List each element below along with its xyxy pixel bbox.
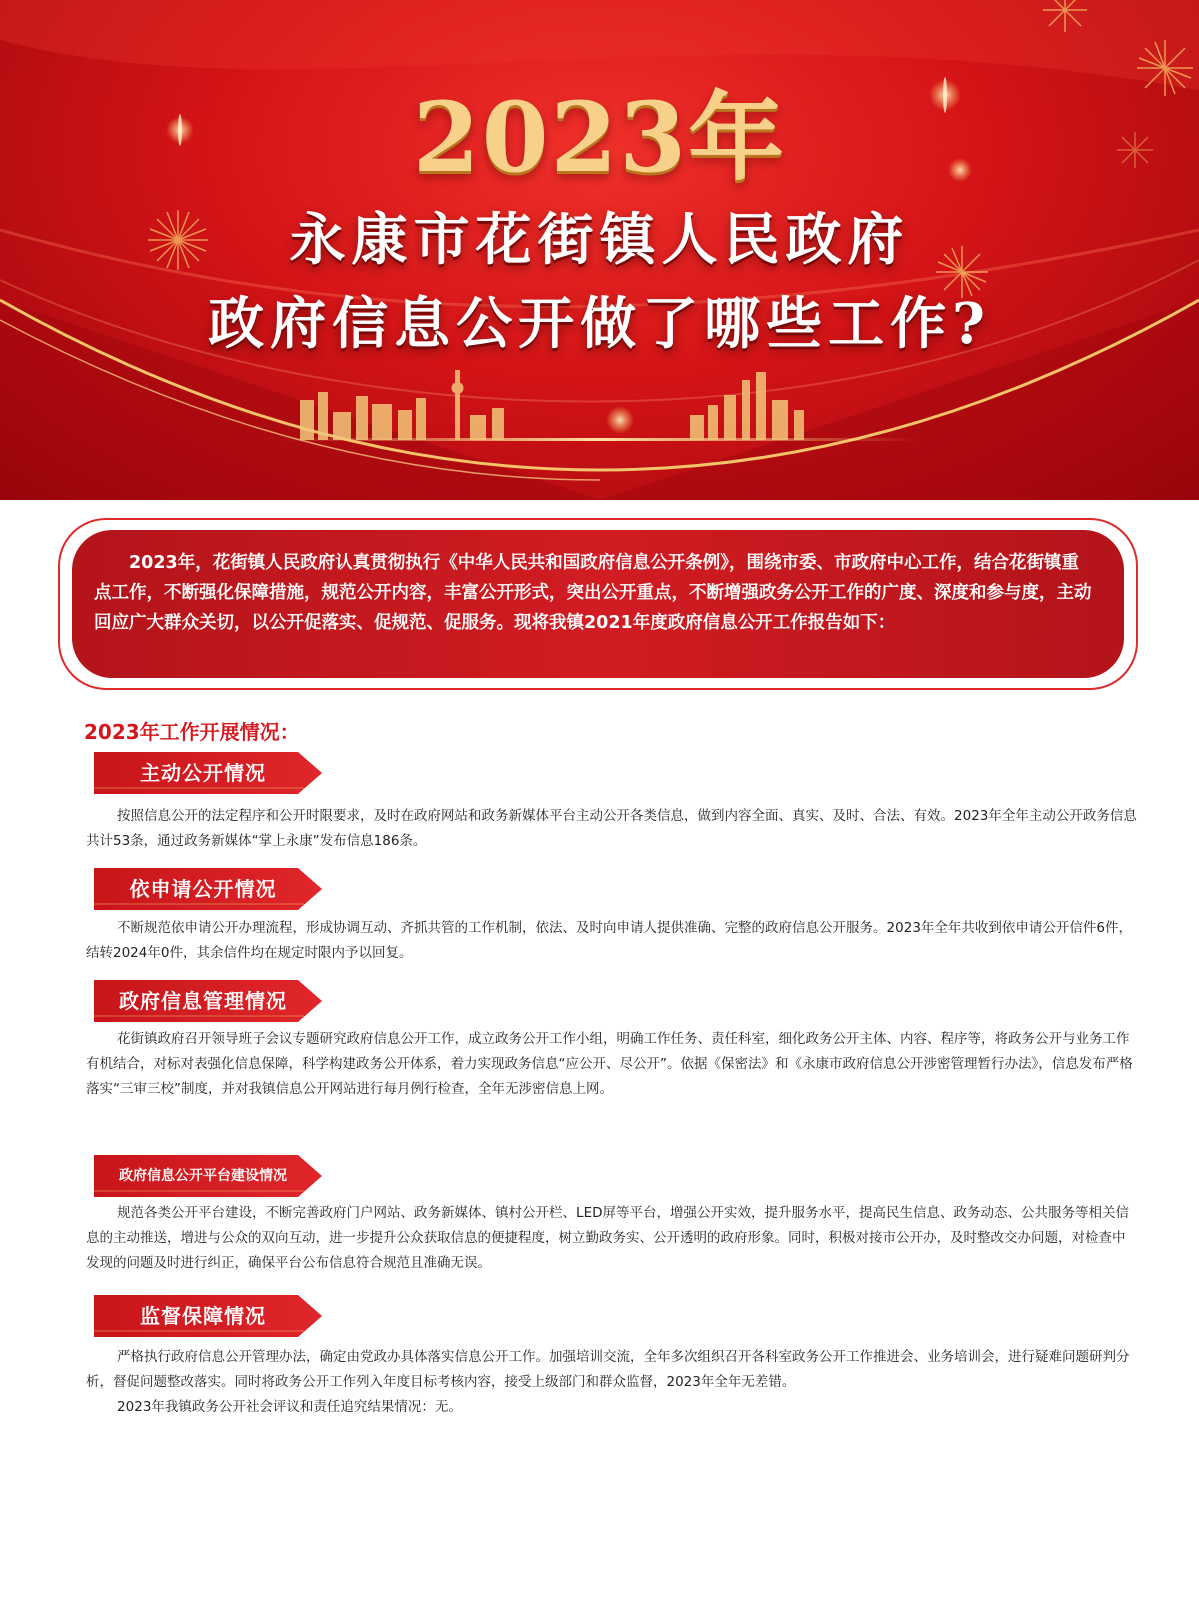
intro-text: 2023年，花街镇人民政府认真贯彻执行《中华人民共和国政府信息公开条例》，围绕市委、市政府中心工作，结合花街镇重点工作，不断强化保障措施，规范公开内容，丰富公开形式，突出公开重点，不断增强政务公开工作的广度、深度和参与度，主动回应广大群众关切，以公开促落实、促规范、促服务。现将我镇2021年度政府信息公开工作报告如下：: [94, 553, 1092, 633]
paragraph-text: 花街镇政府召开领导班子会议专题研究政府信息公开工作，成立政务公开工作小组，明确工作任务、责任科室，细化政务公开主体、内容、程序等，将政务公开与业务工作有机结合，对标对表强化信息保障，科学构建政务公开体系，着力实现政务信息“应公开、尽公开”。依据《保密法》和《永康市政府信息公开涉密管理暂行办法》，信息发布严格落实“三审三校”制度，并对我镇信息公开网站进行每月例行检查，全年无涉密信息上网。: [86, 1031, 1133, 1097]
paragraph-text: 2023年我镇政务公开社会评议和责任追究结果情况：无。: [117, 1399, 462, 1415]
section-tag-label: 主动公开情况: [140, 761, 266, 785]
section-paragraph-management: [86, 1027, 1138, 1102]
paragraph-text: 规范各类公开平台建设，不断完善政府门户网站、政务新媒体、镇村公开栏、LED屏等平台，增强公开实效，提升服务水平，提高民生信息、政务动态、公共服务等相关信息的主动推送，增进与公众的双向互动，进一步提升公众获取信息的便捷程度，树立勤政务实、公开透明的政府形象。同时，积极对接市公开办，及时整改交办问题，对检查中发现的问题及时进行纠正，确保平台公布信息符合规范且准确无误。: [86, 1205, 1129, 1271]
section-main-heading: 2023年工作开展情况：: [84, 720, 300, 744]
section-tag-label: 政府信息管理情况: [119, 989, 287, 1013]
section-tag-on-request: [94, 868, 326, 910]
banner-year: 2023年: [412, 81, 787, 194]
intro-box: [72, 530, 1124, 678]
paragraph-text: 严格执行政府信息公开管理办法，确定由党政办具体落实信息公开工作。加强培训交流，全年多次组织召开各科室政务公开工作推进会、业务培训会，进行疑难问题研判分析，督促问题整改落实。同时将政务公开工作列入年度目标考核内容，接受上级部门和群众监督，2023年全年无差错。: [86, 1349, 1130, 1390]
paragraph-text: 不断规范依申请公开办理流程，形成协调互动、齐抓共管的工作机制，依法、及时向申请人提供准确、完整的政府信息公开服务。2023年全年共收到依申请公开信件6件，结转2024年0件，其余信件均在规定时限内予以回复。: [86, 920, 1132, 961]
section-paragraph-proactive: [86, 804, 1138, 854]
section-tag-label: 监督保障情况: [140, 1304, 266, 1328]
paragraph-text: 按照信息公开的法定程序和公开时限要求，及时在政府网站和政务新媒体平台主动公开各类信息，做到内容全面、真实、及时、合法、有效。2023年全年主动公开政务信息共计53条，通过政务新媒体“掌上永康”发布信息186条。: [86, 808, 1137, 849]
section-tag-proactive: [94, 752, 326, 794]
banner-title-line1: 永康市花街镇人民政府: [289, 207, 910, 273]
section-tag-platform: [94, 1155, 326, 1197]
section-paragraph-supervision: [86, 1345, 1138, 1420]
section-paragraph-on-request: [86, 916, 1138, 966]
section-tag-label: 政府信息公开平台建设情况: [119, 1168, 287, 1184]
banner-title-line2: 政府信息公开做了哪些工作?: [208, 291, 991, 357]
section-paragraph-platform: [86, 1201, 1138, 1276]
section-tag-label: 依申请公开情况: [129, 877, 277, 901]
section-tag-management: [94, 980, 326, 1022]
section-tag-supervision: [94, 1295, 326, 1337]
header-banner: [0, 0, 1199, 500]
